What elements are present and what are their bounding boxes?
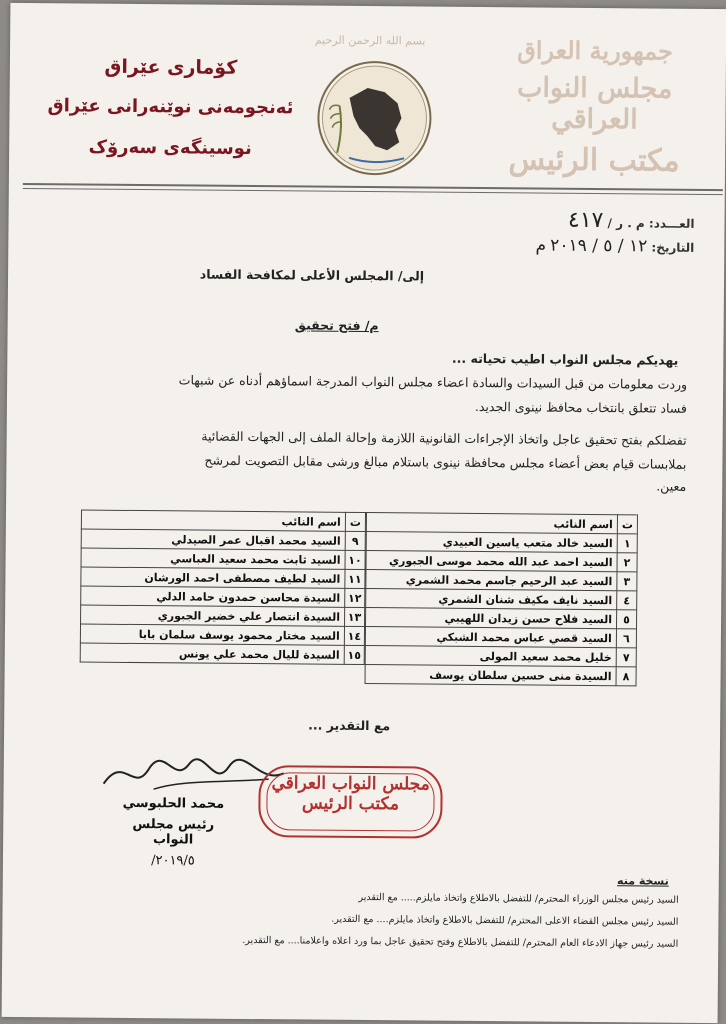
row-number: ٨ xyxy=(616,667,636,686)
greeting: يهديكم مجلس النواب اطيب تحياته ... xyxy=(451,350,679,368)
member-name: السيد مختار محمود يوسف سلمان بابا xyxy=(80,624,344,645)
member-name: السيد نايف مكيف شنان الشمري xyxy=(366,589,617,610)
basmala: بسم الله الرحمن الرحيم xyxy=(314,33,426,48)
document-number-row xyxy=(568,208,695,234)
arabic-council: مجلس النواب العراقي xyxy=(516,72,673,136)
row-number: ١ xyxy=(617,534,637,553)
table-row xyxy=(81,567,365,588)
member-name: السيدة منى حسين سلطان يوسف xyxy=(365,665,616,686)
date-suffix: م xyxy=(535,235,547,256)
names-table-left xyxy=(80,510,366,665)
paragraph2-line1: تفضلكم بفتح تحقيق عاجل واتخاذ الإجراءات القانونية اللازمة وإحالة الملف إلى الجهات القضائية xyxy=(201,428,687,448)
iraq-map-emblem-icon xyxy=(309,58,440,179)
table-row xyxy=(80,643,364,664)
member-name: السيد فلاح حسن زيدان اللهيبي xyxy=(366,608,617,629)
arabic-republic: جمهورية العراق xyxy=(517,35,674,66)
closing: مع التقدير ... xyxy=(308,717,391,734)
paragraph1-line1: وردت معلومات من قبل السيدات والسادة اعضاء مجلس النواب المدرجة اسماؤهم أدناه عن شبهات xyxy=(178,372,688,392)
member-name: السيدة انتصار علي خضير الجبوري xyxy=(81,605,345,626)
member-name: السيدة لليال محمد علي يونس xyxy=(80,643,344,664)
names-table-right xyxy=(365,512,638,686)
stamp-line2: مكتب الرئيس xyxy=(301,793,400,815)
number-label: العـــدد: م . ر / xyxy=(607,216,695,231)
row-number: ١٣ xyxy=(344,607,364,626)
arabic-letterhead xyxy=(489,35,700,179)
col-name-header: اسم النائب xyxy=(81,510,345,531)
table-row xyxy=(366,570,637,591)
member-name: السيد احمد عبد الله محمد موسى الجبوري xyxy=(366,551,617,572)
row-number: ٦ xyxy=(616,629,636,648)
arabic-office: مكتب الرئيس xyxy=(508,142,680,179)
table-row xyxy=(366,608,637,629)
row-number: ١٠ xyxy=(345,550,365,569)
member-name: السيد ثابت محمد سعيد العباسي xyxy=(81,548,345,569)
row-number: ١٢ xyxy=(345,588,365,607)
table-row xyxy=(366,551,637,572)
table-row xyxy=(365,646,636,667)
col-no-header: ت xyxy=(617,515,637,534)
kurdish-letterhead xyxy=(45,55,296,159)
row-number: ٢ xyxy=(617,553,637,572)
table-header-row xyxy=(81,510,365,531)
stamp-inner-ring xyxy=(266,772,434,831)
row-number: ١٤ xyxy=(344,626,364,645)
row-number: ٩ xyxy=(345,531,365,550)
col-name-header: اسم النائب xyxy=(366,513,617,534)
member-name: السيد قصي عباس محمد الشبكي xyxy=(365,627,616,648)
signature-date: ٢٠١٩/٥/ xyxy=(151,853,195,869)
row-number: ٥ xyxy=(616,610,636,629)
subject: م/ فتح تحقيق xyxy=(294,317,379,334)
signatory-title: رئيس مجلس النواب xyxy=(132,816,215,848)
kurdish-office: نوسینگەی سەرۆک xyxy=(88,136,252,160)
cc-item-1: السيد رئيس مجلس الوزراء المحترم/ للتفضل بالاطلاع واتخاذ مايلزم..... مع التقدير xyxy=(358,891,679,906)
document-date-row xyxy=(535,235,694,256)
row-number: ١٥ xyxy=(344,645,364,664)
member-name: السيد محمد اقبال عمر الصيدلي xyxy=(81,529,345,550)
paragraph1-line2: فساد تتعلق بانتخاب محافظ نينوى الجديد. xyxy=(474,398,687,416)
kurdish-country: کۆماری عێراق xyxy=(104,55,238,79)
stamp-line1: مجلس النواب العراقي xyxy=(271,773,430,795)
member-name: السيد خالد متعب ياسين العبيدي xyxy=(366,532,617,553)
table-row xyxy=(366,589,637,610)
member-name: السيد لطيف مصطفى احمد الورشان xyxy=(81,567,345,588)
row-number: ٤ xyxy=(617,591,637,610)
table-row xyxy=(81,605,365,626)
member-name: السيدة محاسن حمدون حامد الدلي xyxy=(81,586,345,607)
cc-item-3: السيد رئيس جهاز الادعاء العام المحترم/ للتفضل بالاطلاع وفتح تحقيق عاجل بما ورد اعلاه واعلامنا.... مع التقدير. xyxy=(242,934,679,950)
table-header-row xyxy=(366,513,637,534)
signature-block xyxy=(113,796,234,869)
cc-heading: نسخة منه xyxy=(617,874,669,888)
table-row xyxy=(80,624,364,645)
paragraph2-line2: بملابسات قيام بعض أعضاء مجلس محافظة نينوى باستلام مبالغ ورشى مقابل التصويت لمرشح xyxy=(204,452,687,472)
row-number: ٣ xyxy=(617,572,637,591)
document-page xyxy=(2,3,726,1023)
table-row xyxy=(365,665,636,686)
paragraph2-line3: معين. xyxy=(656,478,687,494)
row-number: ١١ xyxy=(345,569,365,588)
col-no-header: ت xyxy=(345,512,365,531)
cc-item-2: السيد رئيس مجلس القضاء الاعلى المحترم/ للتفضل بالاطلاع واتخاذ مايلزم.... مع التقدير. xyxy=(331,913,679,928)
table-row xyxy=(81,548,365,569)
table-row xyxy=(81,529,365,550)
row-number: ٧ xyxy=(616,648,636,667)
signatory-name: محمد الحلبوسي xyxy=(122,795,225,812)
table-row xyxy=(366,532,637,553)
table-row xyxy=(81,586,365,607)
recipient: إلى/ المجلس الأعلى لمكافحة الفساد xyxy=(199,266,425,284)
member-name: خليل محمد سعيد المولى xyxy=(365,646,616,667)
table-row xyxy=(365,627,636,648)
date-label: التاريخ: xyxy=(651,240,695,255)
office-stamp xyxy=(258,765,443,839)
date-value: ١٢ / ٥ / ٢٠١٩ xyxy=(550,235,648,257)
number-value: ٤١٧ xyxy=(567,207,604,234)
member-name: السيد عبد الرحيم جاسم محمد الشمري xyxy=(366,570,617,591)
kurdish-council: ئەنجومەنی نوێنەرانی عێراق xyxy=(47,95,294,119)
